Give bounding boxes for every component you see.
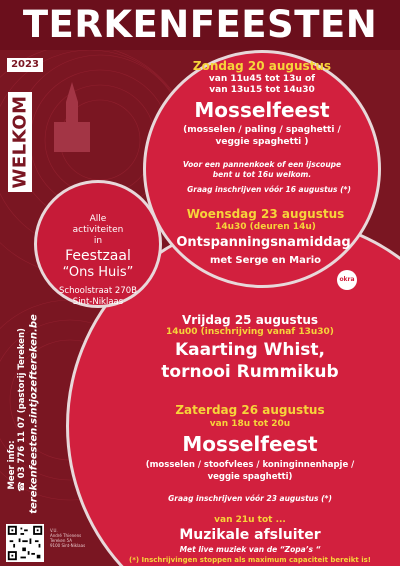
venue-line-4: Feestzaal [65,248,131,264]
saturday-register: Graag inschrijven vóór 23 augustus (*) [168,494,332,503]
wednesday-title: Ontspanningsnamiddag [176,235,351,250]
saturday-title: Mosselfeest [182,432,318,456]
venue-line-2: activiteiten [72,225,124,235]
saturday-later-time: van 21u tot ... [214,515,286,525]
friday-date: Vrijdag 25 augustus [181,313,319,327]
sunday-title: Mosselfeest [194,98,330,122]
sunday-register: Graag inschrijven vóór 16 augustus (*) [187,185,351,194]
sunday-time-2: van 13u15 tot 14u30 [209,85,315,95]
saturday-date: Zaterdag 26 augustus [175,403,325,417]
year-badge: 2023 [7,58,43,72]
sunday-menu-1: (mosselen / paling / spaghetti / [183,125,341,135]
saturday-later-title: Muzikale afsluiter [179,527,321,543]
saturday-later-note: Met live muziek van de “Zopa’s “ [179,545,321,554]
sunday-note-2: bent u tot 16u welkom. [212,170,312,179]
phone-number: ☎ 03 776 11 07 (pastorij Tereken) [17,328,27,492]
welkom-text: WELKOM [9,95,31,189]
venue-line-5: “Ons Huis” [62,265,134,280]
more-info-label: Meer info: [7,440,17,490]
sunday-date: Zondag 20 augustus [192,59,332,73]
friday-time: 14u00 (inschrijving vanaf 13u30) [166,327,334,337]
website-link[interactable]: terekenfeesten.sintjozeftereken.be [28,314,40,514]
page-title: TERKENFEESTEN [0,0,400,50]
registration-footnote: (*) Inschrijvingen stoppen als maximum capaciteit bereikt is! [129,556,371,564]
welkom-banner [8,92,32,192]
venue-line-1: Alle [89,214,107,224]
friday-title-2: tornooi Rummikub [161,362,339,382]
saturday-menu-1: (mosselen / stoofvlees / koninginnenhapje / [145,460,355,470]
sunday-note-1: Voor een pannenkoek of een ijscoupe [182,160,342,169]
venue-line-6: Schoolstraat 270B [59,286,137,296]
friday-title-1: Kaarting Whist, [174,340,326,360]
saturday-time: van 18u tot 20u [209,419,291,429]
church-icon [52,82,92,152]
venue-line-7: Sint-Niklaas [72,297,124,307]
sunday-time-1: van 11u45 tot 13u of [208,74,316,84]
okra-logo: okra [337,270,357,290]
wednesday-date: Woensdag 23 augustus [186,207,345,221]
saturday-menu-2: veggie spaghetti) [207,472,293,482]
responsible-publisher: V.U. André Thienens Tereken 5A 9100 Sint-Niklaas [50,528,86,548]
venue-line-3: in [93,236,103,246]
wednesday-time: 14u30 (deuren 14u) [215,222,316,232]
sunday-menu-2: veggie spaghetti ) [215,137,309,147]
wednesday-with: met Serge en Mario [209,255,322,266]
qr-code-icon[interactable] [6,524,44,562]
